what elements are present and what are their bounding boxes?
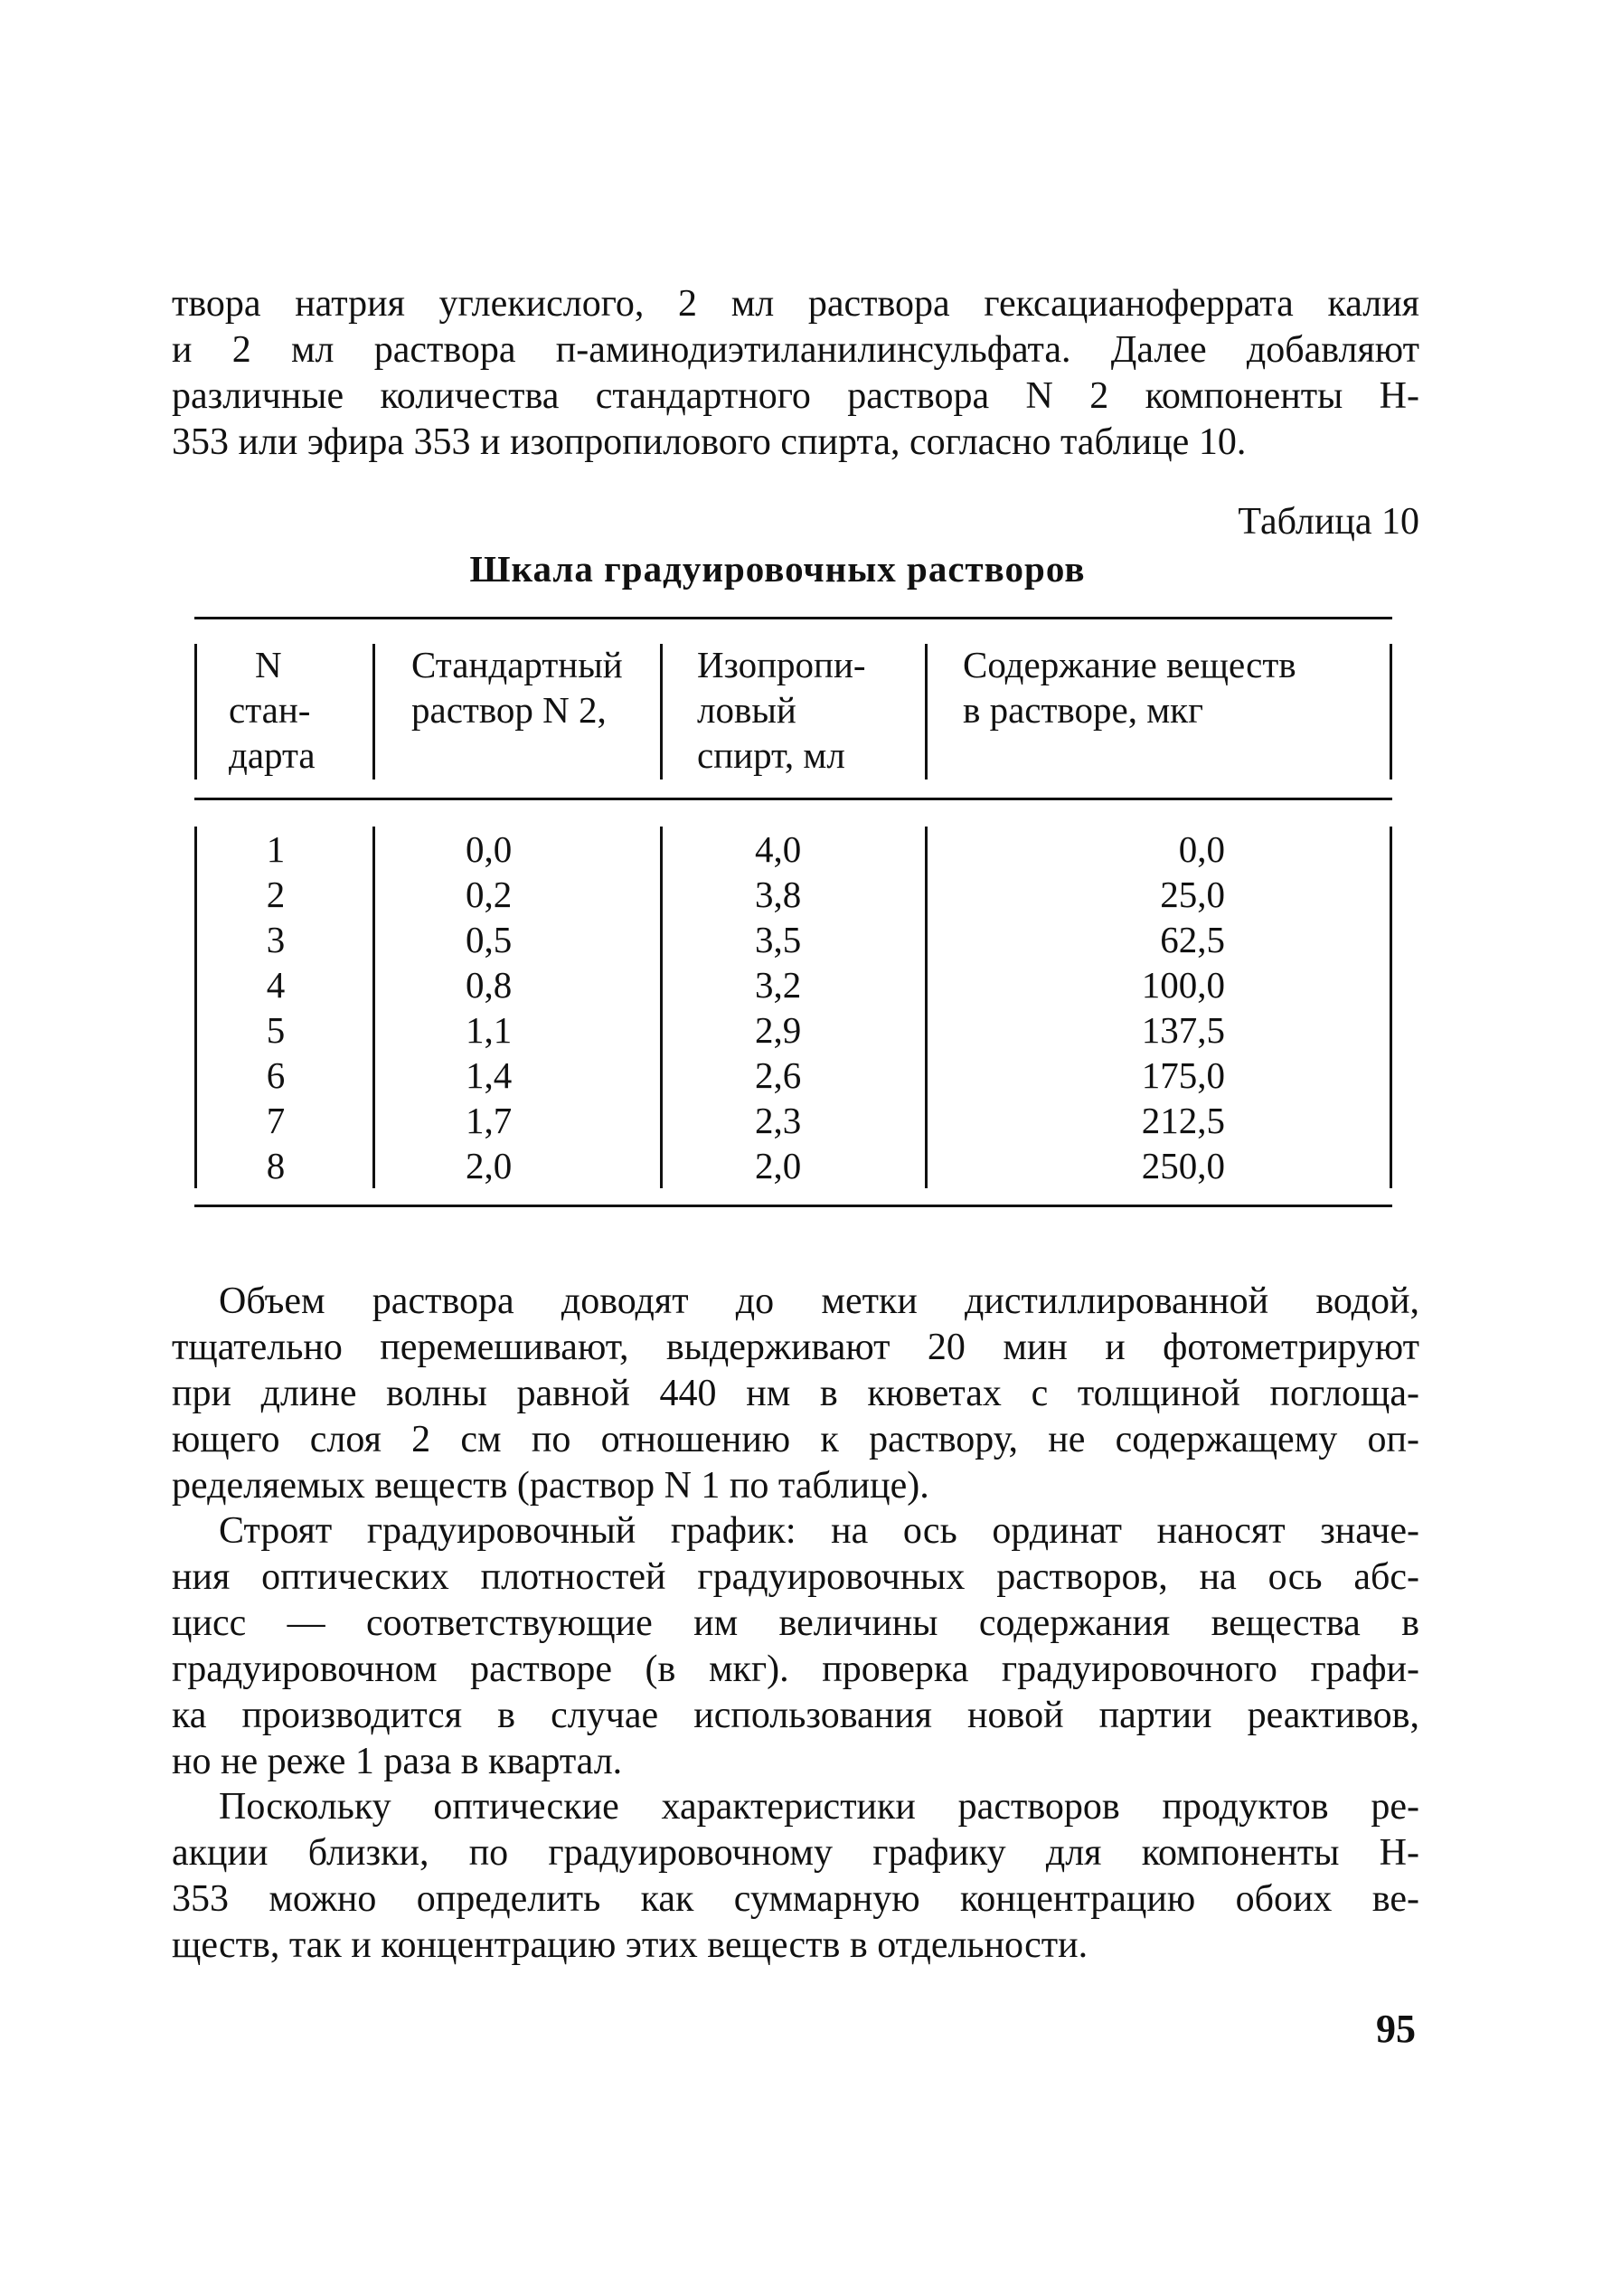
table-col-divider <box>372 644 375 780</box>
column-standard-number <box>231 827 321 1188</box>
table-title: Шкала градуировочных растворов <box>469 548 1086 590</box>
column-standard-solution <box>466 827 556 1188</box>
text-line: 353 можно определить как суммарную концентрацию обоих ве- <box>172 1878 1419 1920</box>
text-line: и 2 мл раствора п-аминодиэтиланилинсульфата. Далее добавляют <box>172 329 1419 371</box>
table-cell-n: 6 <box>266 1054 286 1096</box>
page-number: 95 <box>1376 2007 1416 2051</box>
table-col-divider <box>372 827 375 1188</box>
table-border-right <box>1390 644 1392 780</box>
table-cell-iso: 2,6 <box>755 1054 802 1096</box>
table-col-divider <box>660 644 663 780</box>
header-text: Содержание веществ <box>963 644 1296 685</box>
text-line: ределяемых веществ (раствор N 1 по таблице). <box>172 1465 929 1507</box>
table-cell-content: 0,0 <box>1178 828 1225 870</box>
table-cell-content: 100,0 <box>1141 964 1225 1006</box>
text-line: Поскольку оптические характеристики растворов продуктов ре- <box>219 1786 1419 1828</box>
table-cell-iso: 2,0 <box>755 1145 802 1186</box>
text-line: ществ, так и концентрацию этих веществ в отдельности. <box>172 1924 1088 1966</box>
table-cell-n: 7 <box>266 1100 286 1141</box>
header-text: Изопропи- <box>697 644 866 685</box>
table-cell-iso: 4,0 <box>755 828 802 870</box>
table-cell-std: 2,0 <box>466 1145 513 1186</box>
table-cell-std: 0,2 <box>466 874 513 915</box>
table-border-left <box>194 827 197 1188</box>
text-line: градуировочном растворе (в мкг). проверка градуировочного графи- <box>172 1649 1419 1690</box>
table-cell-std: 1,4 <box>466 1054 513 1096</box>
header-standard-solution <box>411 642 655 732</box>
text-line: ния оптических плотностей градуировочных растворов, на ось абс- <box>172 1556 1419 1598</box>
header-text: в растворе, мкг <box>963 689 1203 731</box>
header-text: ловый <box>697 689 796 731</box>
paragraph-measurement <box>172 1279 1419 1509</box>
text-line: Объем раствора доводят до метки дистиллированной водой, <box>219 1280 1419 1322</box>
table-cell-iso: 3,5 <box>755 919 802 960</box>
table-cell-std: 1,7 <box>466 1100 513 1141</box>
header-text: Стандартный <box>411 644 623 685</box>
text-line: цисс — соответствующие им величины содержания вещества в <box>172 1602 1419 1644</box>
table-border-right <box>1390 827 1392 1188</box>
header-substance-content <box>963 642 1379 732</box>
text-line: тщательно перемешивают, выдерживают 20 мин и фотометрируют <box>172 1327 1419 1368</box>
table-cell-iso: 3,2 <box>755 964 802 1006</box>
text-line: различные количества стандартного раствора N 2 компоненты Н- <box>172 375 1419 417</box>
table-cell-n: 3 <box>266 919 286 960</box>
table-bottom-rule <box>194 1205 1392 1207</box>
header-text: спирт, мл <box>697 734 845 776</box>
header-text: N <box>255 644 282 685</box>
text-line: при длине волны равной 440 нм в кюветах с толщиной поглоща- <box>172 1373 1419 1414</box>
header-text: дарта <box>229 734 316 776</box>
table-cell-n: 4 <box>266 964 286 1006</box>
text-line: акции близки, по градуировочному графику для компоненты Н- <box>172 1832 1419 1874</box>
table-cell-n: 2 <box>266 874 286 915</box>
table-cell-content: 62,5 <box>1160 919 1225 960</box>
text-line: ющего слоя 2 см по отношению к раствору, не содержащему оп- <box>172 1419 1419 1460</box>
table-col-divider <box>925 827 928 1188</box>
table-cell-content: 25,0 <box>1160 874 1225 915</box>
column-substance-content <box>1098 827 1225 1188</box>
text-line: ка производится в случае использования новой партии реактивов, <box>172 1695 1419 1736</box>
table-cell-n: 8 <box>266 1145 286 1186</box>
header-standard-number <box>229 642 364 778</box>
table-cell-content: 137,5 <box>1141 1009 1225 1051</box>
table-cell-std: 1,1 <box>466 1009 513 1051</box>
column-isopropyl-alcohol <box>755 827 845 1188</box>
calibration-table <box>194 617 1392 1214</box>
table-cell-n: 5 <box>266 1009 286 1051</box>
table-border-left <box>194 644 197 780</box>
text-line: 353 или эфира 353 и изопропилового спирта, согласно таблице 10. <box>172 421 1247 463</box>
table-header-rule <box>194 798 1392 800</box>
table-cell-n: 1 <box>266 828 286 870</box>
table-cell-std: 0,8 <box>466 964 513 1006</box>
table-cell-content: 250,0 <box>1141 1145 1225 1186</box>
table-cell-std: 0,0 <box>466 828 513 870</box>
table-top-rule <box>194 617 1392 619</box>
table-cell-iso: 2,9 <box>755 1009 802 1051</box>
header-text: стан- <box>229 689 311 731</box>
table-cell-iso: 3,8 <box>755 874 802 915</box>
paragraph-optical-characteristics <box>172 1784 1419 1969</box>
text-line: Строят градуировочный график: на ось ординат наносят значе- <box>219 1510 1419 1552</box>
text-line: но не реже 1 раза в квартал. <box>172 1741 623 1782</box>
table-cell-content: 212,5 <box>1141 1100 1225 1141</box>
header-isopropyl-alcohol <box>697 642 919 778</box>
header-text: раствор N 2, <box>411 689 607 731</box>
paragraph-calibration-graph <box>172 1508 1419 1785</box>
table-col-divider <box>925 644 928 780</box>
table-cell-std: 0,5 <box>466 919 513 960</box>
text-line: твора натрия углекислого, 2 мл раствора гексацианоферрата калия <box>172 283 1419 325</box>
table-cell-content: 175,0 <box>1141 1054 1225 1096</box>
table-number-label: Таблица 10 <box>1238 501 1419 543</box>
table-cell-iso: 2,3 <box>755 1100 802 1141</box>
table-col-divider <box>660 827 663 1188</box>
intro-paragraph <box>172 281 1419 466</box>
